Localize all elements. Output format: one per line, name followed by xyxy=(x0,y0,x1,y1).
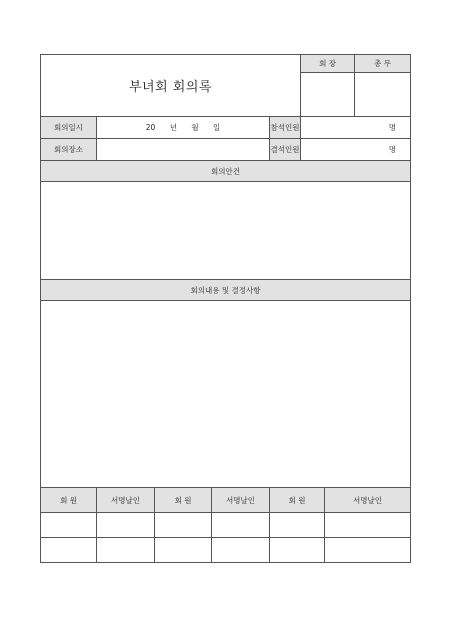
signature-cell[interactable] xyxy=(41,538,97,563)
general-affairs-stamp-box[interactable] xyxy=(355,73,411,117)
meeting-place-field[interactable] xyxy=(97,139,270,161)
signature-cell[interactable] xyxy=(325,538,411,563)
signature-header-seal-3: 서명날인 xyxy=(325,488,411,513)
absentees-field[interactable]: 명 xyxy=(301,139,411,161)
signature-header-member-3: 회 원 xyxy=(270,488,325,513)
chair-label: 회 장 xyxy=(301,55,355,73)
signature-cell[interactable] xyxy=(325,513,411,538)
meeting-place-label: 회의장소 xyxy=(41,139,97,161)
attendees-label: 참석인원 xyxy=(270,117,301,139)
general-affairs-label: 총 무 xyxy=(355,55,411,73)
signature-cell[interactable] xyxy=(270,538,325,563)
signature-cell[interactable] xyxy=(155,513,212,538)
title-cell xyxy=(41,55,301,117)
chair-stamp-box[interactable] xyxy=(301,73,355,117)
signature-header-seal-2: 서명날인 xyxy=(212,488,270,513)
signature-cell[interactable] xyxy=(155,538,212,563)
signature-header-member-2: 회 원 xyxy=(155,488,212,513)
signature-cell[interactable] xyxy=(270,513,325,538)
signature-header-member-1: 회 원 xyxy=(41,488,97,513)
agenda-body[interactable] xyxy=(41,182,411,280)
agenda-header: 회의안건 xyxy=(41,161,411,182)
signature-cell[interactable] xyxy=(97,538,155,563)
content-body[interactable] xyxy=(41,301,411,488)
signature-header-seal-1: 서명날인 xyxy=(97,488,155,513)
meeting-datetime-field[interactable]: 20 년 월 일 xyxy=(97,117,270,139)
content-header: 회의내용 및 결정사항 xyxy=(41,280,411,301)
form-title: 부녀회 회의록 xyxy=(129,80,212,95)
absentees-label: 결석인원 xyxy=(270,139,301,161)
signature-cell[interactable] xyxy=(97,513,155,538)
minutes-table xyxy=(40,54,411,563)
meeting-datetime-label: 회의일시 xyxy=(41,117,97,139)
meeting-minutes-form xyxy=(40,54,410,563)
signature-cell[interactable] xyxy=(212,513,270,538)
signature-cell[interactable] xyxy=(212,538,270,563)
signature-cell[interactable] xyxy=(41,513,97,538)
attendees-field[interactable]: 명 xyxy=(301,117,411,139)
